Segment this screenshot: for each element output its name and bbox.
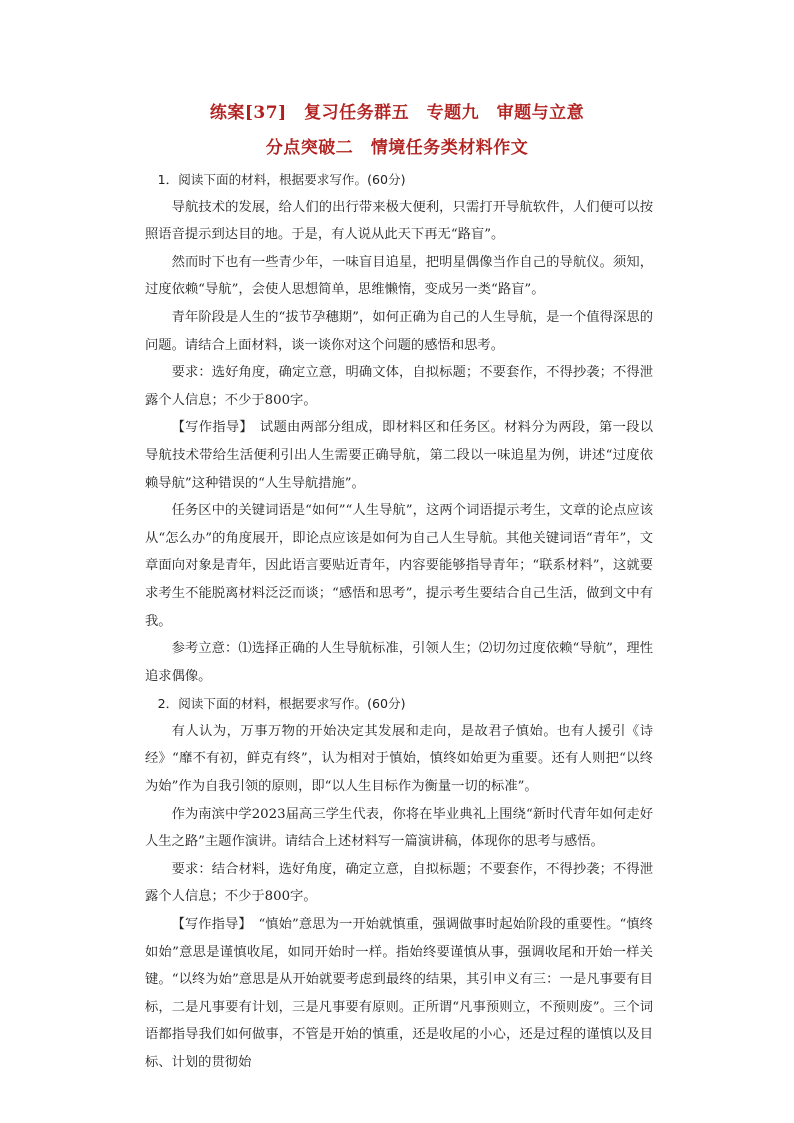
guide-label: 【写作指导】 <box>171 917 246 933</box>
q1-material-paragraph: 青年阶段是人生的“拔节孕穗期”，如何正确为自己的人生导航，是一个值得深思的问题。请结合上面材料，谈一谈你对这个问题的感悟和思考。 <box>145 309 653 353</box>
q1-reference-ideas: 参考立意：⑴选择正确的人生导航标准，引领人生；⑵切勿过度依赖“导航”，理性追求偶像。 <box>145 641 653 684</box>
q1-requirements: 要求：选好角度，确定立意，明确文体，自拟标题；不要套作，不得抄袭；不得泄露个人信息；不少于800字。 <box>145 365 653 408</box>
q1-material-paragraph: 然而时下也有一些青少年，一味盲目追星，把明星偶像当作自己的导航仪。须知，过度依赖“导航”，会使人思想简单，思维懒惰，变成另一类“路盲”。 <box>145 254 653 298</box>
q2-material-paragraph: 作为南滨中学2023届高三学生代表，你将在毕业典礼上围绕“新时代青年如何走好人生之路”主题作演讲。请结合上述材料写一篇演讲稿，体现你的思考与感悟。 <box>145 806 653 850</box>
q2-guide-text: “慎始”意思为一开始就慎重，强调做事时起始阶段的重要性。“慎终如始”意思是谨慎收尾，如同开始时一样。指始终要谨慎从事，强调收尾和开始一样关键。“以终为始”意思是从开始就要考虑到最终的结果，其引申义有三：一是凡事要有目标，二是凡事要有计划，三是凡事要有原则。正所谓“凡事预则立，不预则废”。三个词语都指导我们如何做事，不管是开始的慎重，还是收尾的小心，还是过程的谨慎以及目标、计划的贯彻始 <box>145 917 653 1070</box>
q2-material-paragraph: 有人认为，万事万物的开始决定其发展和走向，是故君子慎始。也有人援引《诗经》“靡不有初，鲜克有终”，认为相对于慎始，慎终如始更为重要。还有人则把“以终为始”作为自我引领的原则，即“以人生目标作为衡量一切的标准”。 <box>145 723 653 795</box>
q2-requirements: 要求：结合材料，选好角度，确定立意，自拟标题；不要套作，不得抄袭；不得泄露个人信息；不少于800字。 <box>145 861 653 905</box>
page-subtitle: 分点突破二 情境任务类材料作文 <box>265 138 529 158</box>
q1-material-paragraph: 导航技术的发展，给人们的出行带来极大便利，只需打开导航软件，人们便可以按照语音提示到达目的地。于是，有人说从此天下再无“路盲”。 <box>145 199 653 243</box>
question-2-heading: 2．阅读下面的材料，根据要求写作。(60分) <box>157 696 406 712</box>
page-title: 练案[37] 复习任务群五 专题九 审题与立意 <box>209 103 585 123</box>
q1-guide-paragraph: 任务区中的关键词语是“如何”“人生导航”，这两个词语提示考生，文章的论点应该从“怎么办”的角度展开，即论点应该是如何为自己人生导航。其他关键词语“青年”，文章面向对象是青年，因此语言要贴近青年，内容要能够指导青年；“联系材料”，这就要求考生不能脱离材料泛泛而谈；“感悟和思考”，提示考生要结合自己生活，做到文中有我。 <box>145 503 653 629</box>
question-1-heading: 1．阅读下面的材料，根据要求写作。(60分) <box>157 172 406 187</box>
document-body <box>145 166 653 1077</box>
guide-label: 【写作指导】 <box>171 420 247 436</box>
q2-writing-guide <box>145 911 653 1077</box>
q1-writing-guide <box>145 414 653 497</box>
q1-guide-text: 试题由两部分组成，即材料区和任务区。材料分为两段，第一段以导航技术带给生活便利引出人生需要正确导航，第二段以一味追星为例，讲述“过度依赖导航”这种错误的“人生导航措施”。 <box>145 420 654 491</box>
